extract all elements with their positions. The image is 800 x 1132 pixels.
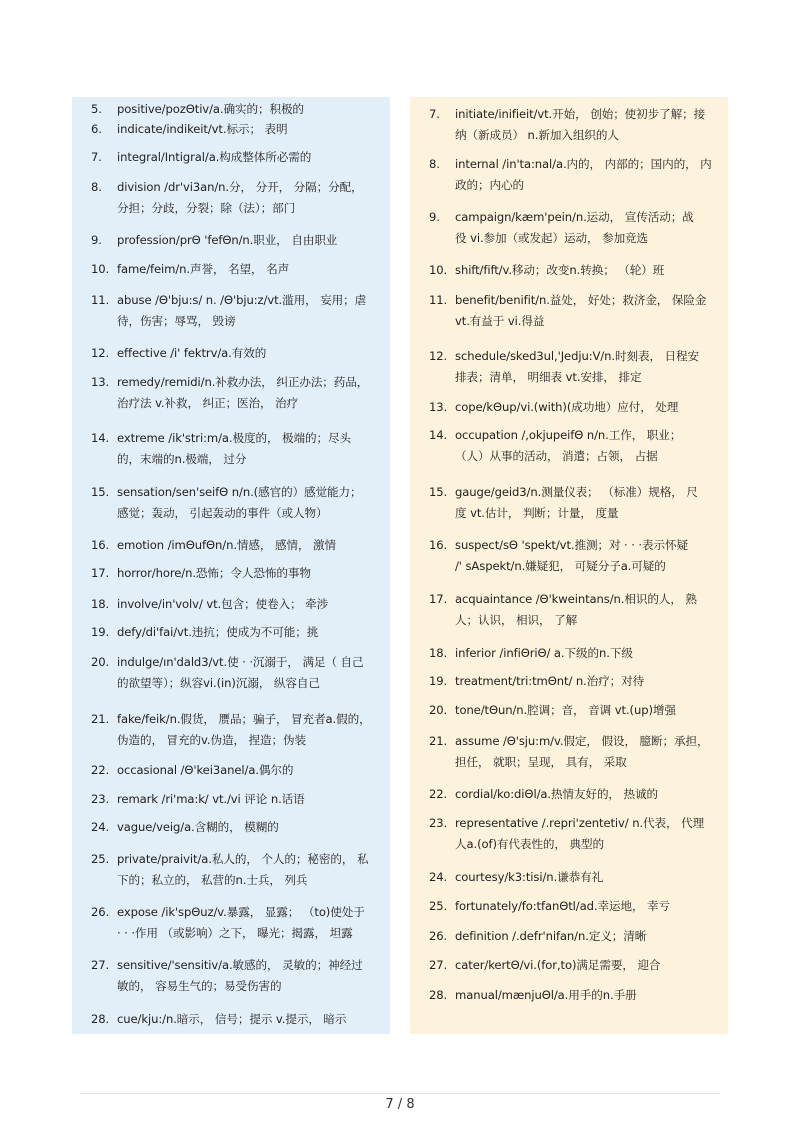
- vocab-entry: 21. fake/feik/n.假货， 赝品；骗子， 冒充者a.假的， 伪造的， 冒充的v.伪造， 捏造；伪装: [91, 712, 371, 747]
- vocab-entry: 17. horror/hore/n.恐怖；令人恐怖的事物: [91, 566, 311, 580]
- vocab-column-right: [410, 97, 728, 1034]
- vocab-entry: 25. private/praivit/a.私人的， 个人的；秘密的， 私 下的；私立的， 私营的n.士兵， 列兵: [91, 852, 369, 887]
- vocab-entry: 10. fame/feim/n.声誉， 名望， 名声: [91, 262, 290, 276]
- vocab-entry: 14. extreme /ik'stri:m/a.极度的， 极端的；尽头 的，末端的n.极端， 过分: [91, 431, 352, 466]
- vocab-entry: 8. division /dr'vi3an/n.分， 分开， 分隔；分配， 分担；分歧，分裂；除（法）；部门: [91, 180, 363, 215]
- vocab-entry: 27. sensitive/'sensitiv/a.敏感的， 灵敏的；神经过 敏的， 容易生气的；易受伤害的: [91, 958, 363, 993]
- vocab-entry: 7. integral/Intigral/a.构成整体所必需的: [91, 150, 312, 164]
- vocab-entry: 28. cue/kju:/n.暗示， 信号；提示 v.提示， 暗示: [91, 1012, 347, 1026]
- vocab-entry: 28. manual/mænjuΘl/a.用手的n.手册: [429, 988, 637, 1002]
- vocab-entry: 19. treatment/tri:tmΘnt/ n.治疗；对待: [429, 674, 645, 688]
- vocab-entry: 15. sensation/sen'seifΘ n/n.(感官的）感觉能力； 感觉；轰动， 引起轰动的事件（或人物）: [91, 485, 362, 520]
- vocab-entry: 22. cordial/ko:diΘl/a.热情友好的， 热诚的: [429, 787, 658, 801]
- vocab-entry: 11. benefit/benifit/n.益处， 好处；救济金， 保险金 vt.有益于 vi.得益: [429, 293, 707, 328]
- vocab-entry: 16. emotion /imΘufΘn/n.情感， 感情， 激情: [91, 538, 337, 552]
- vocab-entry: 7. initiate/inifieit/vt.开始， 创始；使初步了解；接 纳（新成员） n.新加入组织的人: [429, 107, 706, 142]
- vocab-entry: 14. occupation /,okjupeifΘ n/n.工作， 职业； （人）从事的活动， 消遣；占领， 占据: [429, 428, 682, 463]
- vocab-entry: 25. fortunately/fo:tfanΘtl/ad.幸运地， 幸亏: [429, 899, 671, 913]
- vocab-entry: 5. positive/pozΘtiv/a.确实的；积极的: [91, 102, 304, 116]
- vocab-entry: 26. expose /ik'spΘuz/v.暴露， 显露； （to)使处于 · · ·作用 （或影响）之下， 曝光；揭露， 坦露: [91, 905, 365, 940]
- vocab-entry: 13. remedy/remidi/n.补救办法， 纠正办法；药品， 治疗法 v.补救， 纠正；医治， 治疗: [91, 375, 369, 410]
- vocab-entry: 21. assume /Θ'sju:m/v.假定， 假设， 臆断；承担， 担任， 就职；呈现， 具有， 采取: [429, 734, 709, 769]
- vocab-entry: 10. shift/fift/v.移动；改变n.转换； （轮）班: [429, 263, 665, 277]
- vocab-entry: 15. gauge/geid3/n.测量仪表； （标准）规格， 尺 度 vt.估计， 判断；计量， 度量: [429, 485, 698, 520]
- vocab-entry: 11. abuse /Θ'bju:s/ n. /Θ'bju:z/vt.滥用， 妄用；虐 待，伤害；辱骂， 毁谤: [91, 293, 367, 328]
- vocab-entry: 12. schedule/sked3ul,'Jedju:V/n.时刻表， 日程安 排表；清单， 明细表 vt.安排， 排定: [429, 349, 700, 384]
- footer-divider: [80, 1093, 720, 1094]
- vocab-entry: 23. representative /.repri'zentetiv/ n.代表， 代理 人a.(of)有代表性的， 典型的: [429, 816, 705, 851]
- vocab-entry: 13. cope/kΘup/vi.(with)(成功地）应付， 处理: [429, 400, 679, 414]
- vocab-entry: 26. definition /.defr'nifan/n.定义；清晰: [429, 929, 647, 943]
- vocab-entry: 8. internal /in'ta:nal/a.内的， 内部的；国内的， 内 政的；内心的: [429, 157, 712, 192]
- vocab-entry: 9. campaign/kæm'pein/n.运动， 宣传活动；战 役 vi.参加（或发起）运动， 参加竞选: [429, 210, 694, 245]
- vocab-entry: 24. courtesy/k3:tisi/n.谦恭有礼: [429, 870, 604, 884]
- vocab-entry: 20. indulge/ın'dald3/vt.使 · ·沉溺于， 满足（ 自己 的欲望等）；纵容vi.(in)沉溺， 纵容自己: [91, 655, 364, 690]
- vocab-entry: 18. inferior /infiΘriΘ/ a.下级的n.下级: [429, 646, 633, 660]
- vocab-entry: 16. suspect/sΘ 'spekt/vt.推测；对 · · ·表示怀疑 /' sAspekt/n.嫌疑犯， 可疑分子a.可疑的: [429, 538, 688, 573]
- vocab-entry: 27. cater/kertΘ/vi.(for,to)满足需要， 迎合: [429, 958, 661, 972]
- vocab-entry: 6. indicate/indikeit/vt.标示； 表明: [91, 122, 288, 136]
- vocab-entry: 23. remark /ri'ma:k/ vt./vi 评论 n.话语: [91, 792, 305, 806]
- vocab-entry: 17. acquaintance /Θ'kweintans/n.相识的人， 熟 人；认识， 相识， 了解: [429, 592, 697, 627]
- page-number: 7 / 8: [385, 1097, 415, 1112]
- vocab-column-left: [72, 97, 390, 1034]
- vocab-entry: 20. tone/tΘun/n.腔调；音， 音调 vt.(up)增强: [429, 703, 676, 717]
- vocab-entry: 9. profession/prΘ 'fefΘn/n.职业， 自由职业: [91, 233, 338, 247]
- vocab-entry: 24. vague/veig/a.含糊的， 模糊的: [91, 820, 279, 834]
- vocab-entry: 22. occasional /Θ'kei3anel/a.偶尔的: [91, 763, 294, 777]
- vocab-entry: 12. effective /i' fektrv/a.有效的: [91, 346, 267, 360]
- vocab-entry: 18. involve/in'volv/ vt.包含；使卷入； 牵涉: [91, 597, 329, 611]
- vocab-entry: 19. defy/di'fai/vt.违抗；使成为不可能；挑: [91, 625, 319, 639]
